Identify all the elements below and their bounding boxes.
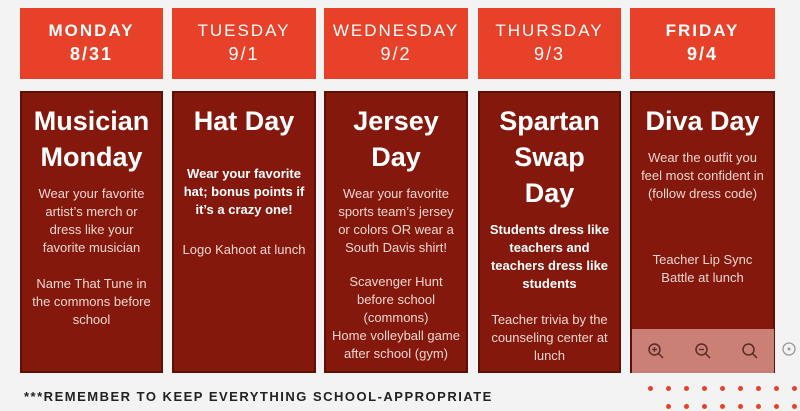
thursday-header (478, 8, 621, 79)
day-name: TUESDAY (197, 21, 291, 40)
card-event: Teacher Lip Sync Battle at lunch (652, 252, 753, 285)
card-title (638, 103, 767, 139)
friday-header (630, 8, 775, 79)
tuesday-card (172, 91, 316, 373)
card-description: Wear your favorite hat; bonus points if it’s a crazy one! (183, 166, 305, 217)
card-description: Wear your favorite artist’s merch or dress like your favorite musician (38, 186, 145, 255)
wednesday-header (324, 8, 468, 79)
title-line: Monday (40, 142, 143, 172)
title-line: Spartan (499, 106, 600, 136)
card-event: Name That Tune in the commons before school (32, 276, 151, 327)
day-date: 9/4 (686, 44, 719, 65)
zoom-out-icon[interactable] (694, 342, 712, 360)
decorative-dots (648, 383, 800, 411)
card-description: Wear your favorite sports team’s jersey or colors OR wear a South Davis shirt! (338, 186, 454, 255)
zoom-toolbar (632, 329, 774, 373)
card-event: Logo Kahoot at lunch (182, 242, 306, 257)
card-event: Teacher trivia by the counseling center at lunch (491, 312, 608, 363)
tuesday-header (172, 8, 316, 79)
card-title (486, 103, 613, 211)
card-description: Wear the outfit you feel most confident in (follow dress code) (641, 150, 764, 201)
day-name: FRIDAY (665, 21, 740, 40)
day-name: THURSDAY (495, 21, 604, 40)
card-title (180, 103, 308, 139)
title-line: Musician (33, 106, 150, 136)
search-icon[interactable] (741, 342, 759, 360)
monday-card (20, 91, 163, 373)
day-date: 9/1 (228, 44, 260, 65)
day-date: 8/31 (69, 44, 114, 65)
day-name: MONDAY (48, 21, 135, 40)
card-event: Scavenger Hunt before school (commons) (349, 274, 443, 325)
day-date: 9/3 (533, 44, 566, 65)
title-line: Jersey Day (353, 106, 439, 172)
card-title (28, 103, 155, 175)
refresh-icon[interactable] (780, 340, 798, 363)
card-event-2: Home volleyball game after school (gym) (332, 328, 460, 361)
card-description: Students dress like teachers and teachers dress like students (489, 222, 610, 291)
day-name: WEDNESDAY (332, 21, 460, 40)
zoom-in-icon[interactable] (647, 342, 665, 360)
thursday-card (478, 91, 621, 373)
footer-note: ***REMEMBER TO KEEP EVERYTHING SCHOOL-APPROPRIATE (24, 389, 493, 404)
day-date: 9/2 (380, 44, 412, 65)
title-line: Hat Day (193, 106, 295, 136)
monday-header (20, 8, 163, 79)
title-line: Diva Day (645, 106, 760, 136)
card-title (332, 103, 460, 175)
wednesday-card (324, 91, 468, 373)
title-line: Swap Day (514, 142, 585, 208)
